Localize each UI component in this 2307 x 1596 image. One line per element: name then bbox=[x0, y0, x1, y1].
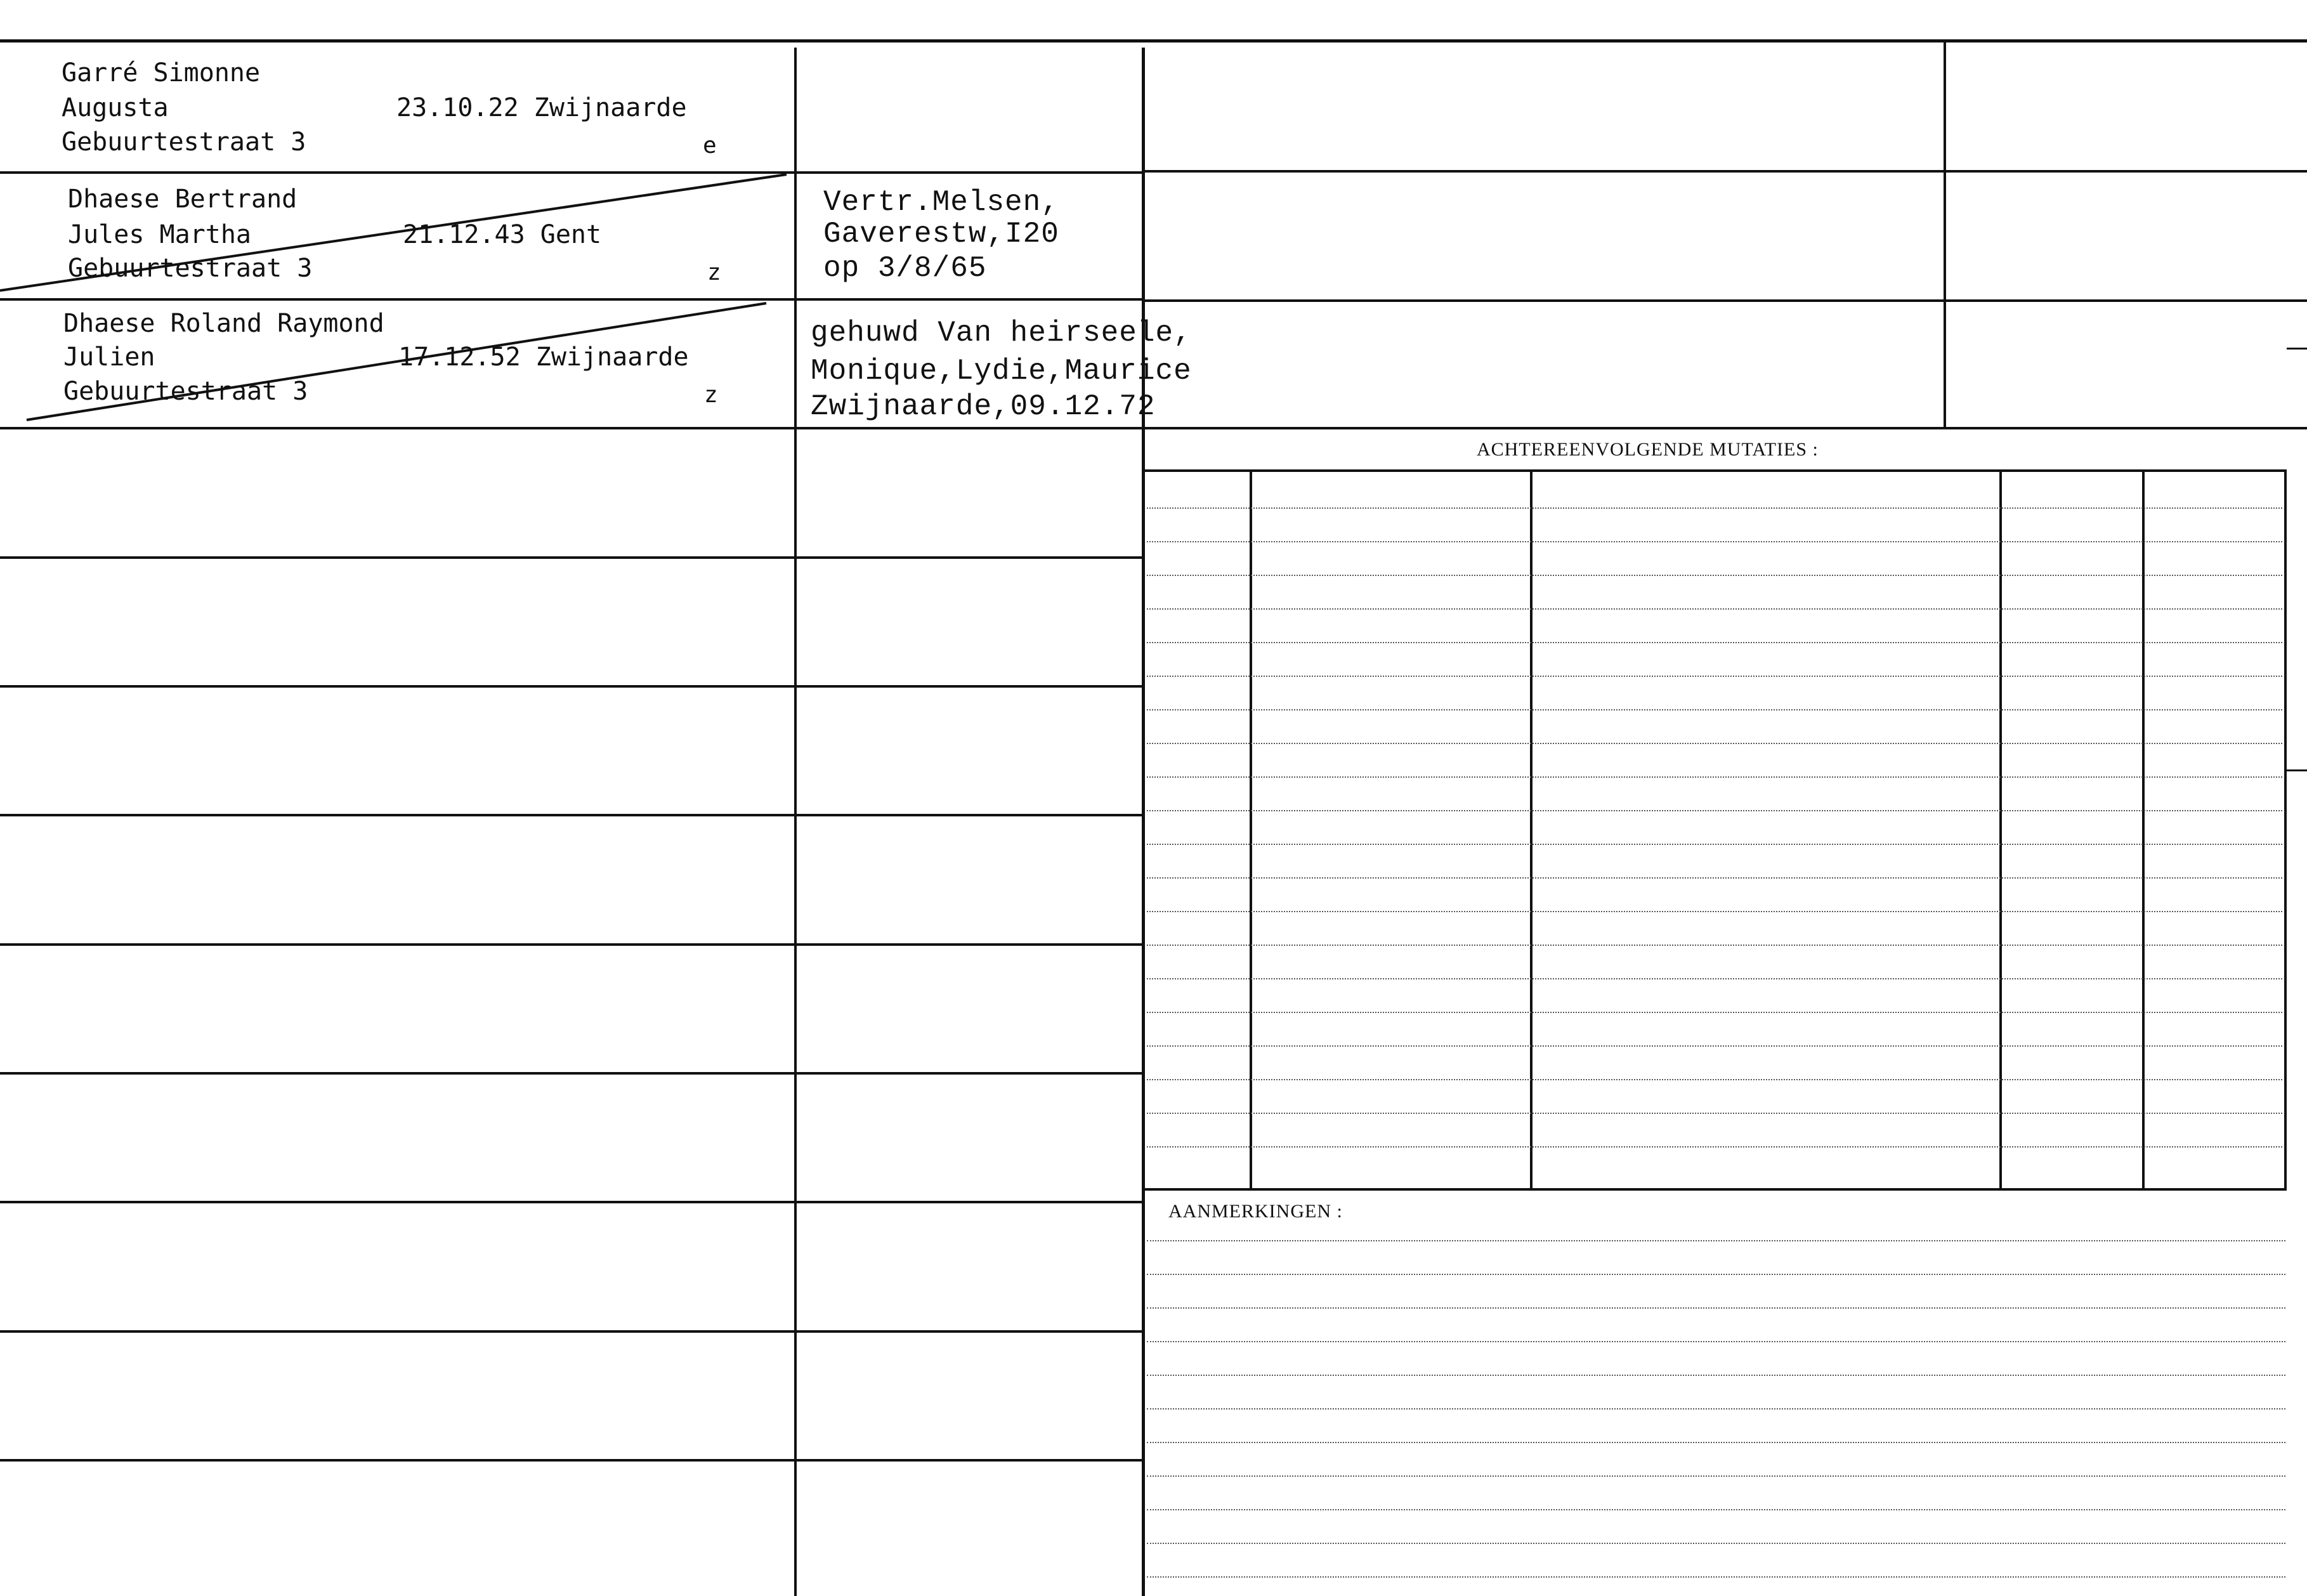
margin-tick bbox=[2287, 769, 2307, 771]
entry-note-line3: op 3/8/65 bbox=[823, 252, 987, 285]
entry-address: Gebuurtestraat 3 bbox=[68, 254, 313, 283]
entry-code: z bbox=[704, 382, 718, 408]
row-separator bbox=[0, 1330, 1143, 1333]
row-separator bbox=[0, 1072, 1143, 1075]
entry-name-line1: Garré Simonne bbox=[62, 58, 261, 88]
entry-note-line2: Monique,Lydie,Maurice bbox=[811, 355, 1192, 388]
mutations-table-top bbox=[1145, 469, 2287, 472]
mutations-col-divider bbox=[1999, 471, 2002, 1189]
strike-line-entry-2 bbox=[0, 174, 787, 291]
row-separator bbox=[0, 685, 1143, 688]
entry-code: e bbox=[703, 133, 717, 159]
entry-name-line1: Dhaese Bertrand bbox=[68, 185, 297, 214]
entry-note-line1: gehuwd Van heirseele, bbox=[811, 317, 1192, 350]
entry-name-line2: Julien bbox=[63, 343, 155, 372]
right-row-separator bbox=[1143, 170, 2307, 173]
entry-note-line3: Zwijnaarde,09.12.72 bbox=[811, 390, 1156, 423]
entry-note-line2: Gaverestw,I20 bbox=[823, 218, 1059, 251]
mutations-col-divider bbox=[2142, 471, 2145, 1189]
entry-note-line1: Vertr.Melsen, bbox=[823, 186, 1059, 219]
mutations-table-bottom bbox=[1145, 1188, 2287, 1191]
row-separator bbox=[0, 814, 1143, 816]
entry-code: z bbox=[707, 259, 721, 285]
mutations-col-divider bbox=[1530, 471, 1533, 1189]
mutations-right-border bbox=[2284, 471, 2287, 1189]
entry-address: Gebuurtestraat 3 bbox=[63, 377, 308, 406]
strike-lines bbox=[0, 0, 825, 444]
entry-name-line2: Jules Martha bbox=[68, 220, 251, 249]
row-separator bbox=[0, 1201, 1143, 1203]
entry-address: Gebuurtestraat 3 bbox=[62, 128, 306, 157]
column-divider-2 bbox=[1142, 48, 1145, 1596]
mutations-title: ACHTEREENVOLGENDE MUTATIES : bbox=[1477, 439, 1819, 460]
entry-name-line1: Dhaese Roland Raymond bbox=[63, 309, 384, 338]
row-separator bbox=[0, 943, 1143, 946]
row-separator bbox=[0, 556, 1143, 559]
entry-name-line2: Augusta bbox=[62, 93, 169, 122]
row-separator bbox=[0, 1459, 1143, 1462]
right-row-separator bbox=[1143, 299, 2307, 302]
remarks-title: AANMERKINGEN : bbox=[1168, 1201, 1343, 1222]
strike-line-entry-3 bbox=[27, 303, 766, 420]
column-divider-3 bbox=[1944, 41, 1946, 428]
mutations-col-divider bbox=[1250, 471, 1252, 1189]
entry-birth: 21.12.43 Gent bbox=[403, 220, 602, 249]
margin-tick bbox=[2287, 348, 2307, 350]
entry-birth: 23.10.22 Zwijnaarde bbox=[396, 93, 687, 122]
entry-birth: 17.12.52 Zwijnaarde bbox=[398, 343, 689, 372]
